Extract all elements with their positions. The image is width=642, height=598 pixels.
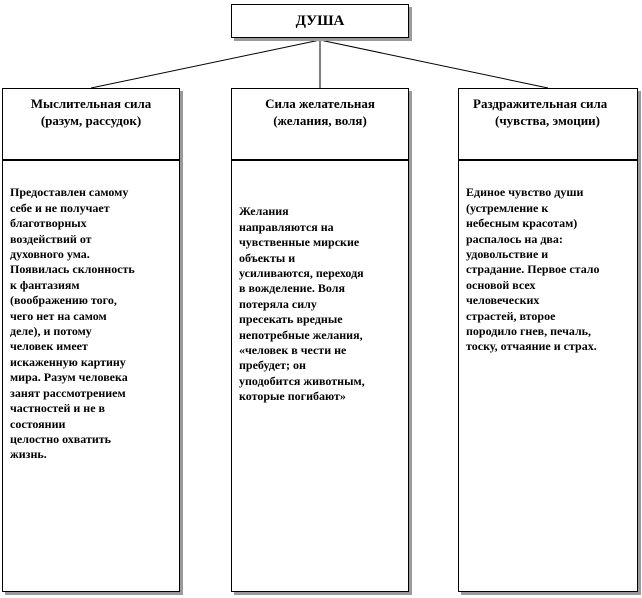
column-3-text: Единое чувство души (устремление к небесным красотам) распалось на два: удовольствие и страдание. Первое стало основой всех человеческих страстей, второе породило гнев, печаль, тоску, отчаяние и страх.: [466, 185, 600, 354]
column-3-header: [458, 88, 638, 160]
column-3-subtitle: (чувства, эмоции): [495, 113, 601, 128]
root-node: [231, 4, 409, 38]
column-1-subtitle: (разум, рассудок): [40, 113, 142, 128]
column-1-header: [2, 88, 180, 160]
column-2-title: Сила желательная: [265, 96, 375, 111]
column-3-body: [458, 160, 638, 592]
column-1-title: Мыслительная сила: [30, 96, 152, 111]
connector-right: [320, 40, 548, 88]
column-3-title: Раздражительная сила: [473, 96, 608, 111]
root-title: ДУША: [295, 13, 345, 29]
column-1-body: [2, 160, 180, 592]
column-2-header: [231, 88, 409, 160]
column-2-body: [231, 160, 409, 592]
connector-left: [91, 40, 320, 88]
column-1-text: Предоставлен самому себе и не получает благотворных воздействий от духовного ума. Появилась склонность к фантазиям (воображению того, чего нет на самом деле), и потому человек имеет искаженную картину мира. Разум человека занят рассмотрением частностей и не в состоянии целостно охватить жизнь.: [10, 185, 135, 462]
column-2-subtitle: (желания, воля): [273, 113, 367, 128]
column-2-text: Желания направляются на чувственные мирские объекты и усиливаются, переходя в вожделение. Воля потеряла силу пресекать вредные непотребные желания, «человек в чести не пребудет; он уподобится животным, которые погибают»: [239, 204, 365, 404]
